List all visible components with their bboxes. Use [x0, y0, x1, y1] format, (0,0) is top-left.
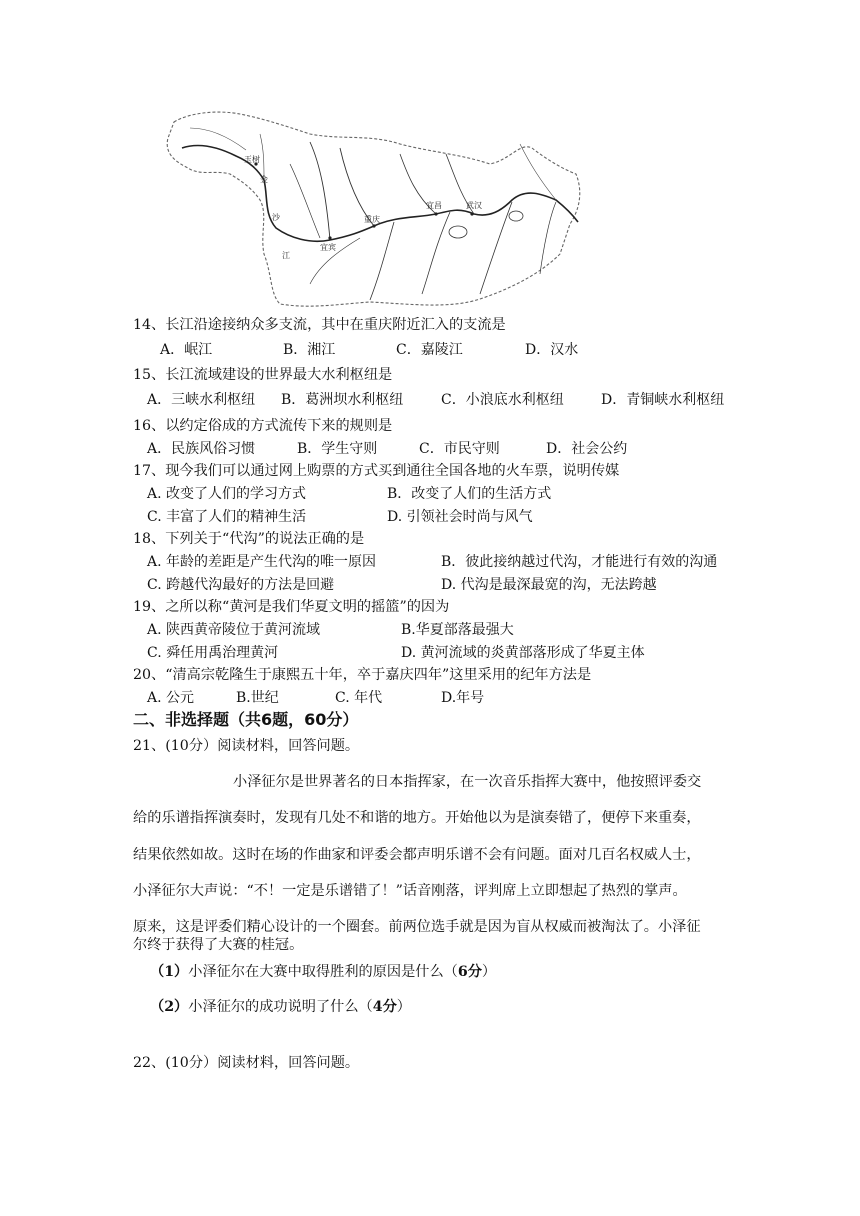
map-label: 武汉 [466, 201, 482, 210]
question-15-option-b: B．葛洲坝水利枢纽 [281, 392, 404, 408]
q21-subquestion-1 [150, 962, 496, 982]
q21-material-line-6: 尔终于获得了大赛的桂冠。 [133, 937, 304, 953]
question-20-stem: 20、“清高宗乾隆生于康熙五十年，卒于嘉庆四年”这里采用的纪年方法是 [133, 667, 592, 683]
question-17-option-c: C. 丰富了人们的精神生活 [147, 509, 307, 525]
subquestion-number: （1） [150, 964, 189, 980]
q21-subquestion-2 [150, 997, 411, 1017]
tributary [310, 142, 330, 240]
map-label: 宜昌 [426, 201, 442, 210]
question-21-stem: 21、(10分）阅读材料，回答问题。 [133, 738, 360, 754]
question-19-stem: 19、之所以称“黄河是我们华夏文明的摇篮”的因为 [133, 599, 450, 615]
q21-material-line-2: 给的乐谱指挥演奏时，发现有几处不和谐的地方。开始他以为是演奏错了，便停下来重奏， [133, 810, 701, 826]
yangtze-main-river [182, 146, 578, 242]
lake [449, 226, 467, 238]
question-16-option-c: C．市民守则 [419, 441, 500, 457]
city-marker [372, 224, 375, 227]
q21-material-line-4: 小泽征尔大声说：“不！一定是乐谱错了！”话音刚落，评判席上立即想起了热烈的掌声。 [133, 883, 687, 899]
map-label: 玉树 [244, 155, 260, 164]
basin-boundary [167, 112, 580, 306]
tributary [190, 128, 246, 150]
question-18-stem: 18、下列关于“代沟”的说法正确的是 [133, 531, 365, 547]
question-16-option-a: A．民族风俗习惯 [147, 441, 256, 457]
city-marker [470, 212, 473, 215]
question-19-option-b: B.华夏部落最强大 [401, 622, 514, 638]
question-20-option-c: C. 年代 [335, 690, 383, 706]
question-20-option-a: A. 公元 [147, 690, 195, 706]
q21-material-line-1: 小泽征尔是世界著名的日本指挥家，在一次音乐指挥大赛中，他按照评委交 [233, 774, 702, 790]
question-18-option-d: D. 代沟是最深最宽的沟，无法跨越 [441, 577, 657, 593]
tributary [422, 212, 450, 294]
question-20-option-d: D.年号 [441, 690, 485, 706]
tributary [260, 134, 264, 180]
q21-material-line-5: 原来，这是评委们精心设计的一个圈套。前两位选手就是因为盲从权威而被淘汰了。小泽征 [133, 919, 701, 935]
question-18-option-c: C. 跨越代沟最好的方法是回避 [147, 577, 335, 593]
question-14-stem: 14、长江沿途接纳众多支流，其中在重庆附近汇入的支流是 [133, 317, 506, 333]
subquestion-text: 小泽征尔在大赛中取得胜利的原因是什么（ [188, 964, 458, 980]
lake [509, 211, 523, 221]
tributary [370, 222, 394, 300]
question-19-option-c: C. 舜任用禹治理黄河 [147, 645, 279, 661]
question-18-option-a: A. 年龄的差距是产生代沟的唯一原因 [147, 554, 377, 570]
map-label: 江 [282, 251, 290, 260]
question-15-option-d: D．青铜峡水利枢纽 [601, 392, 725, 408]
tributary [480, 202, 512, 294]
subquestion-number: （2） [150, 999, 189, 1015]
question-22-stem: 22、(10分）阅读材料，回答问题。 [133, 1055, 360, 1071]
question-16-stem: 16、以约定俗成的方式流传下来的规则是 [133, 418, 393, 434]
tributary [540, 202, 556, 274]
q21-material-line-3: 结果依然如故。这时在场的作曲家和评委会都声明乐谱不会有问题。面对几百名权威人士， [133, 847, 701, 863]
subquestion-close: ） [481, 964, 497, 980]
question-18-option-b: B．彼此接纳越过代沟，才能进行有效的沟通 [441, 554, 718, 570]
question-14-option-c: C．嘉陵江 [396, 342, 463, 358]
city-marker [328, 236, 331, 239]
subquestion-close: ） [396, 999, 411, 1015]
question-17-stem: 17、现今我们可以通过网上购票的方式买到通往全国各地的火车票，说明传媒 [133, 463, 620, 479]
subquestion-score: 4分 [372, 999, 397, 1015]
city-marker [434, 212, 437, 215]
question-15-stem: 15、长江流域建设的世界最大水利枢纽是 [133, 367, 393, 383]
question-17-option-b: B．改变了人们的生活方式 [387, 486, 552, 502]
map-label: 沙 [272, 213, 280, 222]
map-label: 重庆 [364, 215, 380, 224]
question-15-option-c: C．小浪底水利枢纽 [441, 392, 564, 408]
section-2-heading: 二、非选择题（共6题，60分） [133, 710, 359, 729]
subquestion-score: 6分 [457, 964, 482, 980]
question-14-option-a: A．岷江 [160, 342, 213, 358]
tributary [290, 164, 320, 238]
yangtze-basin-map [160, 104, 592, 310]
map-label: 金 [260, 175, 268, 184]
subquestion-text: 小泽征尔的成功说明了什么（ [188, 999, 373, 1015]
question-17-option-a: A. 改变了人们的学习方式 [147, 486, 307, 502]
map-label: 宜宾 [320, 243, 336, 252]
question-15-option-a: A．三峡水利枢纽 [147, 392, 256, 408]
question-20-option-b: B.世纪 [236, 690, 279, 706]
question-14-option-b: B．湘江 [283, 342, 336, 358]
question-19-option-a: A. 陕西黄帝陵位于黄河流域 [147, 622, 321, 638]
question-14-option-d: D．汉水 [525, 342, 579, 358]
question-19-option-d: D. 黄河流域的炎黄部落形成了华夏主体 [401, 645, 645, 661]
question-16-option-d: D．社会公约 [546, 441, 628, 457]
question-17-option-d: D. 引领社会时尚与风气 [387, 509, 533, 525]
question-16-option-b: B．学生守则 [297, 441, 378, 457]
